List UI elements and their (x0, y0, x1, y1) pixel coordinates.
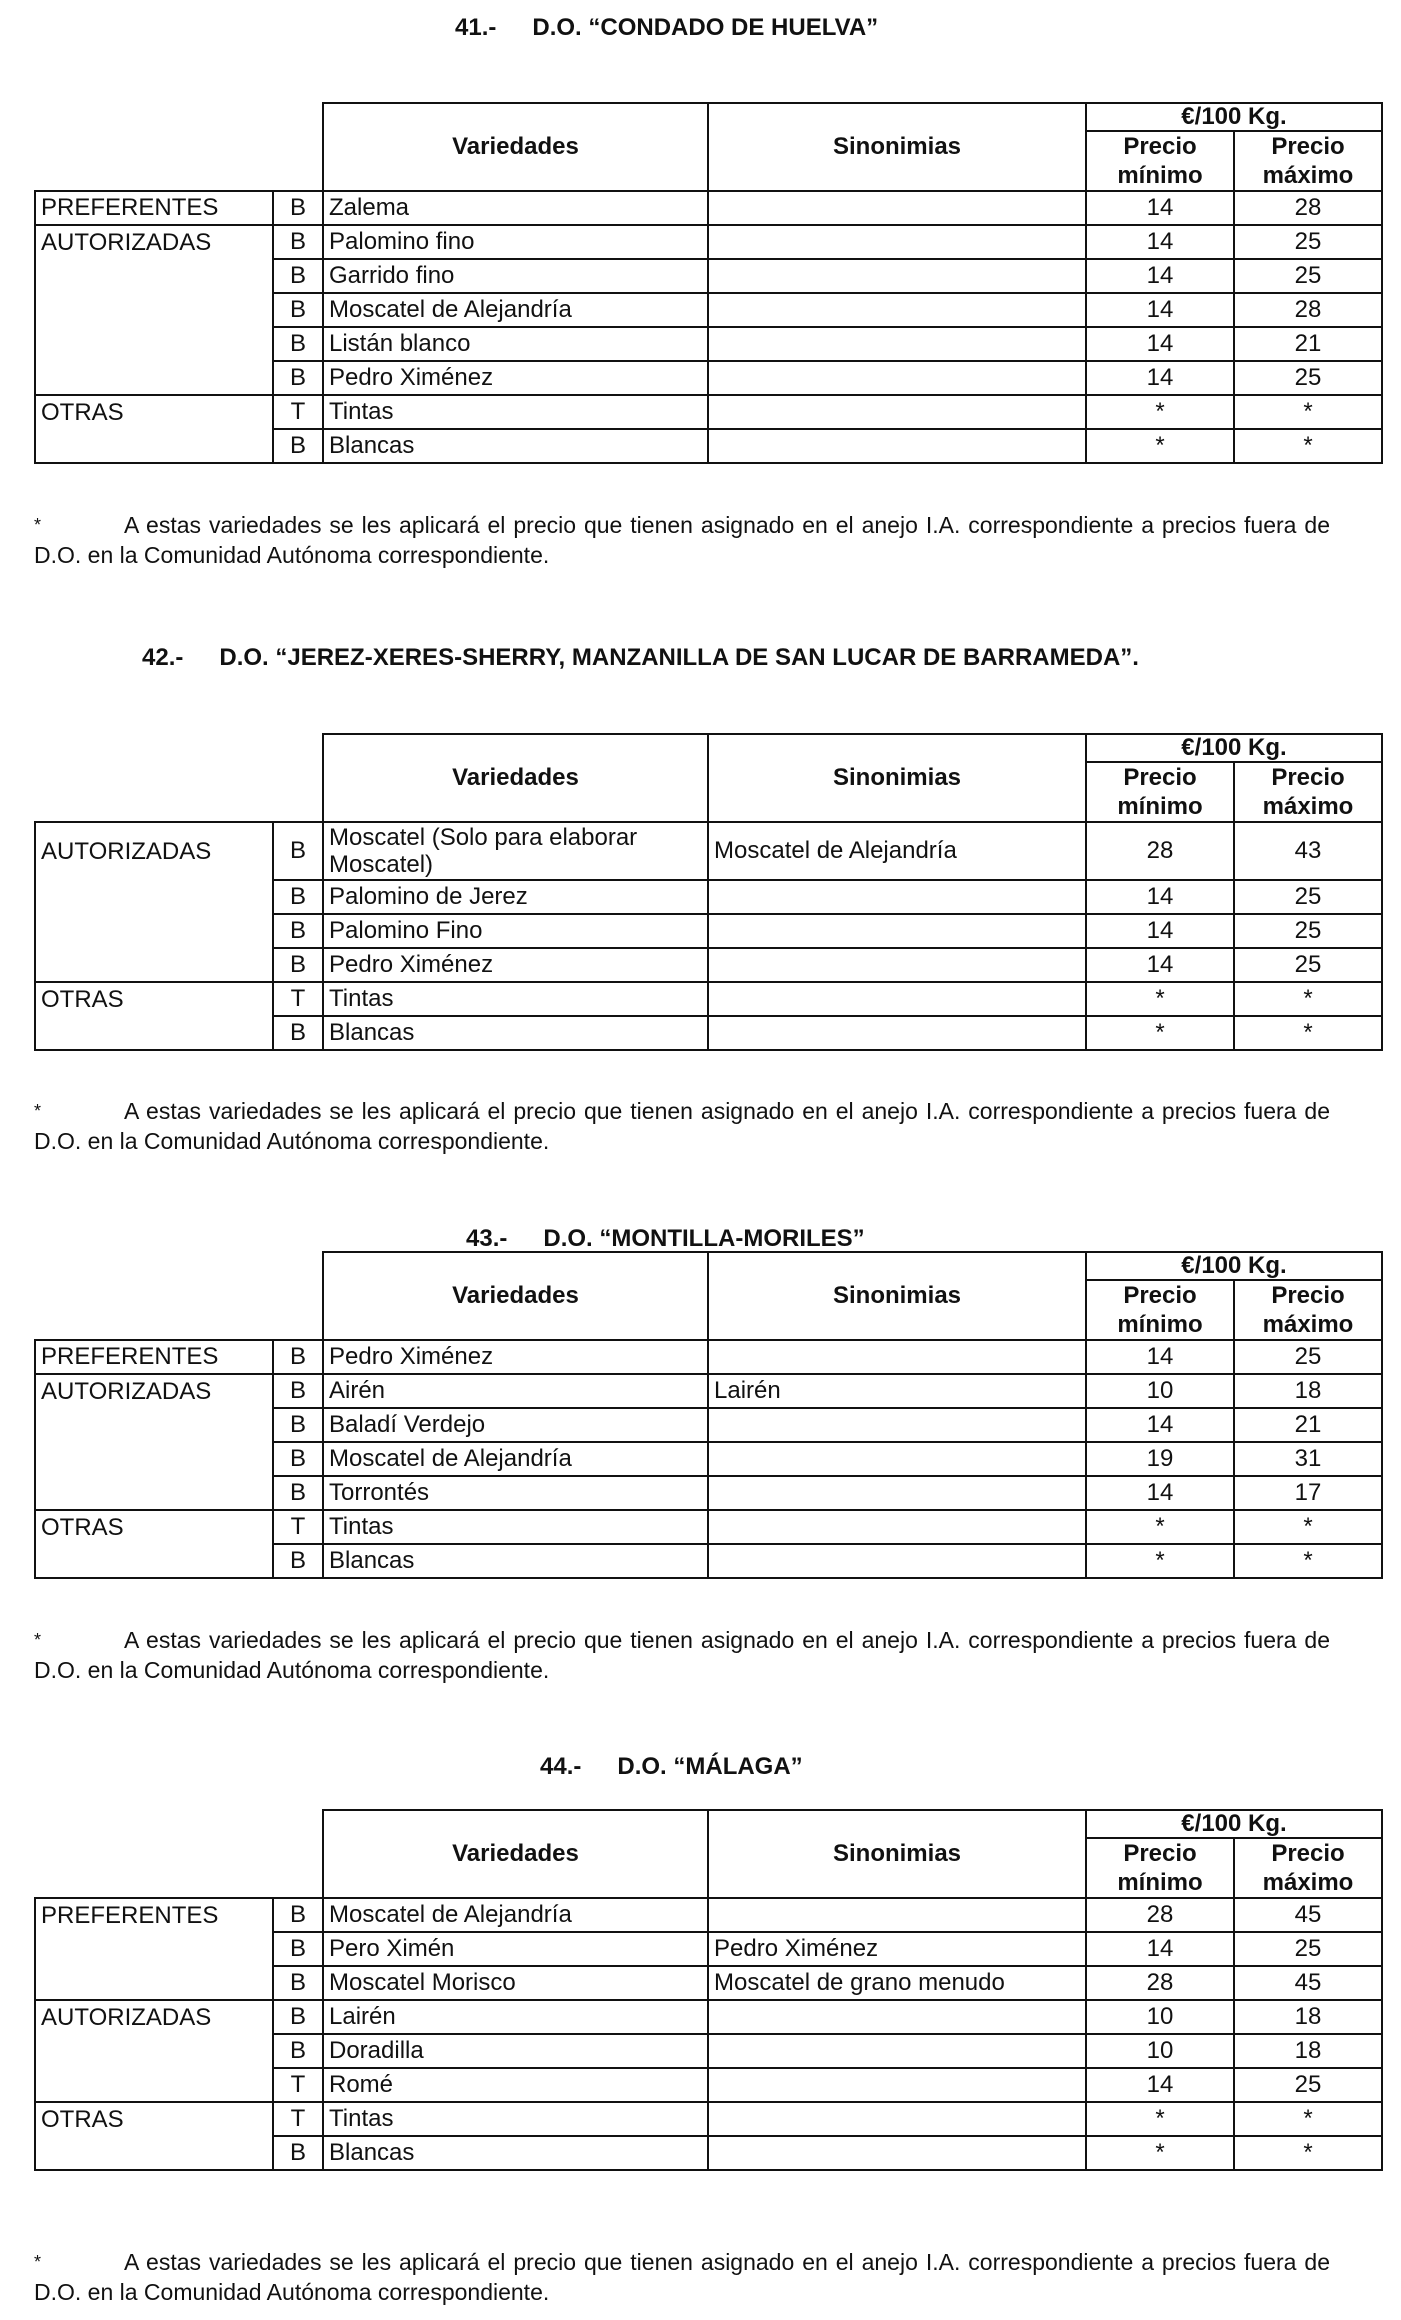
header-blank (35, 734, 323, 822)
synonym (708, 880, 1086, 914)
color-code: B (273, 1016, 323, 1050)
price-max: 25 (1234, 914, 1382, 948)
color-code: B (273, 1442, 323, 1476)
header-precio-maximo: Precio máximo (1234, 762, 1382, 822)
synonym (708, 1544, 1086, 1578)
variety-name: Blancas (323, 2136, 708, 2170)
variety-name: Zalema (323, 191, 708, 225)
header-variedades: Variedades (323, 1810, 708, 1898)
price-min: 14 (1086, 191, 1234, 225)
group-label-continuation (35, 880, 273, 914)
synonym (708, 327, 1086, 361)
table-row (35, 1442, 1382, 1476)
group-label-continuation (35, 2068, 273, 2102)
price-min: 14 (1086, 327, 1234, 361)
header-price-group: €/100 Kg. (1086, 1252, 1382, 1280)
section-title (455, 14, 878, 42)
color-code: B (273, 429, 323, 463)
table-row (35, 1898, 1382, 1932)
synonym: Lairén (708, 1374, 1086, 1408)
price-min: * (1086, 1510, 1234, 1544)
synonym (708, 361, 1086, 395)
price-max: * (1234, 982, 1382, 1016)
table-row (35, 191, 1382, 225)
price-min: 14 (1086, 880, 1234, 914)
table-row (35, 948, 1382, 982)
color-code: B (273, 327, 323, 361)
group-label: OTRAS (35, 1510, 273, 1544)
varieties-table (34, 1809, 1383, 2171)
header-precio-minimo: Precio mínimo (1086, 1838, 1234, 1898)
header-row (35, 1810, 1382, 1838)
table-row (35, 293, 1382, 327)
color-code: B (273, 2000, 323, 2034)
price-min: 14 (1086, 259, 1234, 293)
synonym: Pedro Ximénez (708, 1932, 1086, 1966)
table-row (35, 2034, 1382, 2068)
section-number: 44.- (540, 1753, 582, 1780)
color-code: B (273, 1966, 323, 2000)
section-title (466, 1225, 865, 1253)
group-label-continuation (35, 2136, 273, 2170)
group-label: OTRAS (35, 2102, 273, 2136)
price-min: 14 (1086, 361, 1234, 395)
price-min: 19 (1086, 1442, 1234, 1476)
variety-name: Doradilla (323, 2034, 708, 2068)
section-number: 41.- (455, 14, 497, 41)
synonym (708, 982, 1086, 1016)
color-code: B (273, 361, 323, 395)
table-row (35, 2102, 1382, 2136)
color-code: B (273, 1408, 323, 1442)
group-label-continuation (35, 914, 273, 948)
price-max: * (1234, 395, 1382, 429)
color-code: B (273, 948, 323, 982)
table-row (35, 259, 1382, 293)
header-precio-minimo: Precio mínimo (1086, 131, 1234, 191)
synonym (708, 429, 1086, 463)
section-name: D.O. “CONDADO DE HUELVA” (532, 14, 879, 41)
section-title (142, 644, 1139, 672)
header-precio-maximo: Precio máximo (1234, 131, 1382, 191)
footnote-mark: * (34, 2252, 42, 2272)
color-code: B (273, 191, 323, 225)
group-label-continuation (35, 361, 273, 395)
footnote-mark: * (34, 515, 42, 535)
variety-name: Tintas (323, 2102, 708, 2136)
footnote (34, 2247, 1330, 2307)
synonym (708, 1016, 1086, 1050)
footnote-text: A estas variedades se les aplicará el precio que tienen asignado en el anejo I.A. correspondiente a precios fuera de D.O. en la Comunidad Autónoma correspondiente. (34, 512, 1330, 568)
table-row (35, 2000, 1382, 2034)
synonym (708, 293, 1086, 327)
price-min: 28 (1086, 822, 1234, 880)
price-max: 25 (1234, 225, 1382, 259)
varieties-table (34, 102, 1383, 464)
price-max: 45 (1234, 1966, 1382, 2000)
price-max: 21 (1234, 327, 1382, 361)
price-max: 18 (1234, 2000, 1382, 2034)
variety-name: Tintas (323, 982, 708, 1016)
color-code: B (273, 1374, 323, 1408)
variety-name: Blancas (323, 1016, 708, 1050)
variety-name: Moscatel de Alejandría (323, 1442, 708, 1476)
group-label: AUTORIZADAS (35, 1374, 273, 1408)
header-blank (35, 1252, 323, 1340)
group-label-continuation (35, 1476, 273, 1510)
variety-name: Palomino de Jerez (323, 880, 708, 914)
table-row (35, 880, 1382, 914)
price-min: 14 (1086, 1340, 1234, 1374)
price-min: * (1086, 2136, 1234, 2170)
synonym (708, 1898, 1086, 1932)
variety-name: Torrontés (323, 1476, 708, 1510)
variety-name: Tintas (323, 395, 708, 429)
footnote-text: A estas variedades se les aplicará el precio que tienen asignado en el anejo I.A. correspondiente a precios fuera de D.O. en la Comunidad Autónoma correspondiente. (34, 1098, 1330, 1154)
synonym: Moscatel de Alejandría (708, 822, 1086, 880)
table-row (35, 225, 1382, 259)
price-max: 25 (1234, 1340, 1382, 1374)
color-code: B (273, 2034, 323, 2068)
group-label-continuation (35, 1966, 273, 2000)
table-row (35, 1966, 1382, 2000)
header-row (35, 1252, 1382, 1280)
group-label-continuation (35, 948, 273, 982)
price-min: * (1086, 982, 1234, 1016)
synonym (708, 1340, 1086, 1374)
synonym (708, 225, 1086, 259)
price-min: 28 (1086, 1898, 1234, 1932)
synonym (708, 914, 1086, 948)
header-sinonimias: Sinonimias (708, 734, 1086, 822)
price-min: 10 (1086, 1374, 1234, 1408)
group-label: AUTORIZADAS (35, 225, 273, 259)
group-label-continuation (35, 1932, 273, 1966)
table-row (35, 395, 1382, 429)
varieties-table (34, 1251, 1383, 1579)
section-name: D.O. “MONTILLA-MORILES” (543, 1225, 865, 1252)
variety-name: Moscatel de Alejandría (323, 1898, 708, 1932)
price-max: 18 (1234, 2034, 1382, 2068)
table-row (35, 1374, 1382, 1408)
price-min: 10 (1086, 2000, 1234, 2034)
color-code: B (273, 1340, 323, 1374)
footnote-text: A estas variedades se les aplicará el precio que tienen asignado en el anejo I.A. correspondiente a precios fuera de D.O. en la Comunidad Autónoma correspondiente. (34, 1627, 1330, 1683)
price-min: 14 (1086, 1476, 1234, 1510)
group-label: PREFERENTES (35, 1340, 273, 1374)
price-min: * (1086, 395, 1234, 429)
price-min: 10 (1086, 2034, 1234, 2068)
color-code: B (273, 259, 323, 293)
table-row (35, 1408, 1382, 1442)
synonym (708, 1442, 1086, 1476)
header-row (35, 103, 1382, 131)
table-row (35, 2068, 1382, 2102)
variety-name: Pero Ximén (323, 1932, 708, 1966)
synonym (708, 191, 1086, 225)
color-code: B (273, 1476, 323, 1510)
synonym (708, 2102, 1086, 2136)
variety-name: Moscatel Morisco (323, 1966, 708, 2000)
group-label: AUTORIZADAS (35, 822, 273, 880)
footnote-mark: * (34, 1101, 42, 1121)
price-min: * (1086, 1016, 1234, 1050)
color-code: B (273, 225, 323, 259)
color-code: B (273, 1544, 323, 1578)
synonym: Moscatel de grano menudo (708, 1966, 1086, 2000)
header-row (35, 734, 1382, 762)
table-row (35, 1340, 1382, 1374)
table-row (35, 1476, 1382, 1510)
table-row (35, 327, 1382, 361)
group-label: AUTORIZADAS (35, 2000, 273, 2034)
footnote-text: A estas variedades se les aplicará el precio que tienen asignado en el anejo I.A. correspondiente a precios fuera de D.O. en la Comunidad Autónoma correspondiente. (34, 2249, 1330, 2305)
group-label-continuation (35, 1016, 273, 1050)
group-label: OTRAS (35, 982, 273, 1016)
price-max: * (1234, 1016, 1382, 1050)
variety-name: Romé (323, 2068, 708, 2102)
price-max: 25 (1234, 259, 1382, 293)
group-label-continuation (35, 1408, 273, 1442)
price-max: 28 (1234, 293, 1382, 327)
synonym (708, 2034, 1086, 2068)
price-max: * (1234, 1544, 1382, 1578)
synonym (708, 2136, 1086, 2170)
synonym (708, 1408, 1086, 1442)
header-blank (35, 103, 323, 191)
header-price-group: €/100 Kg. (1086, 734, 1382, 762)
footnote (34, 1625, 1330, 1685)
variety-name: Listán blanco (323, 327, 708, 361)
section-number: 42.- (142, 644, 184, 671)
color-code: B (273, 1932, 323, 1966)
variety-name: Airén (323, 1374, 708, 1408)
header-blank (35, 1810, 323, 1898)
price-max: 31 (1234, 1442, 1382, 1476)
color-code: B (273, 914, 323, 948)
header-sinonimias: Sinonimias (708, 1810, 1086, 1898)
price-min: 28 (1086, 1966, 1234, 2000)
price-max: 17 (1234, 1476, 1382, 1510)
group-label-continuation (35, 1544, 273, 1578)
table-row (35, 914, 1382, 948)
group-label-continuation (35, 293, 273, 327)
variety-name: Lairén (323, 2000, 708, 2034)
variety-name: Palomino fino (323, 225, 708, 259)
price-max: 28 (1234, 191, 1382, 225)
group-label: PREFERENTES (35, 191, 273, 225)
table-row (35, 1510, 1382, 1544)
price-min: 14 (1086, 1932, 1234, 1966)
color-code: T (273, 2068, 323, 2102)
footnote (34, 1096, 1330, 1156)
price-max: 43 (1234, 822, 1382, 880)
section-name: D.O. “MÁLAGA” (617, 1753, 803, 1780)
section-name: D.O. “JEREZ-XERES-SHERRY, MANZANILLA DE SAN LUCAR DE BARRAMEDA”. (219, 644, 1139, 671)
synonym (708, 948, 1086, 982)
variety-name: Tintas (323, 1510, 708, 1544)
group-label: OTRAS (35, 395, 273, 429)
header-price-group: €/100 Kg. (1086, 103, 1382, 131)
table-row (35, 1932, 1382, 1966)
price-max: 18 (1234, 1374, 1382, 1408)
header-sinonimias: Sinonimias (708, 103, 1086, 191)
header-variedades: Variedades (323, 103, 708, 191)
table-row (35, 1016, 1382, 1050)
variety-name: Moscatel de Alejandría (323, 293, 708, 327)
color-code: T (273, 2102, 323, 2136)
color-code: B (273, 2136, 323, 2170)
price-min: 14 (1086, 2068, 1234, 2102)
price-max: * (1234, 2136, 1382, 2170)
variety-name: Blancas (323, 429, 708, 463)
variety-name: Pedro Ximénez (323, 361, 708, 395)
table-row (35, 2136, 1382, 2170)
header-precio-minimo: Precio mínimo (1086, 1280, 1234, 1340)
price-min: * (1086, 2102, 1234, 2136)
price-max: * (1234, 2102, 1382, 2136)
price-min: 14 (1086, 948, 1234, 982)
section-number: 43.- (466, 1225, 508, 1252)
group-label: PREFERENTES (35, 1898, 273, 1932)
footnote-mark: * (34, 1630, 42, 1650)
price-max: 45 (1234, 1898, 1382, 1932)
varieties-table (34, 733, 1383, 1051)
table-row (35, 361, 1382, 395)
synonym (708, 2000, 1086, 2034)
color-code: B (273, 822, 323, 880)
variety-name: Blancas (323, 1544, 708, 1578)
price-min: 14 (1086, 293, 1234, 327)
price-max: 21 (1234, 1408, 1382, 1442)
price-max: 25 (1234, 361, 1382, 395)
price-max: * (1234, 429, 1382, 463)
variety-name: Moscatel (Solo para elaborar Moscatel) (323, 822, 708, 880)
table-row (35, 1544, 1382, 1578)
color-code: T (273, 1510, 323, 1544)
header-precio-maximo: Precio máximo (1234, 1838, 1382, 1898)
price-max: * (1234, 1510, 1382, 1544)
price-max: 25 (1234, 948, 1382, 982)
synonym (708, 395, 1086, 429)
section-title (540, 1753, 803, 1781)
synonym (708, 2068, 1086, 2102)
group-label-continuation (35, 259, 273, 293)
footnote (34, 510, 1330, 570)
variety-name: Pedro Ximénez (323, 1340, 708, 1374)
color-code: B (273, 293, 323, 327)
header-sinonimias: Sinonimias (708, 1252, 1086, 1340)
table-row (35, 822, 1382, 880)
variety-name: Baladí Verdejo (323, 1408, 708, 1442)
table-row (35, 982, 1382, 1016)
synonym (708, 259, 1086, 293)
price-min: * (1086, 1544, 1234, 1578)
variety-name: Palomino Fino (323, 914, 708, 948)
header-variedades: Variedades (323, 1252, 708, 1340)
header-variedades: Variedades (323, 734, 708, 822)
price-min: 14 (1086, 225, 1234, 259)
synonym (708, 1510, 1086, 1544)
price-min: * (1086, 429, 1234, 463)
synonym (708, 1476, 1086, 1510)
header-precio-maximo: Precio máximo (1234, 1280, 1382, 1340)
header-precio-minimo: Precio mínimo (1086, 762, 1234, 822)
price-max: 25 (1234, 2068, 1382, 2102)
color-code: B (273, 1898, 323, 1932)
color-code: T (273, 982, 323, 1016)
variety-name: Garrido fino (323, 259, 708, 293)
group-label-continuation (35, 327, 273, 361)
group-label-continuation (35, 2034, 273, 2068)
group-label-continuation (35, 429, 273, 463)
price-min: 14 (1086, 914, 1234, 948)
price-min: 14 (1086, 1408, 1234, 1442)
price-max: 25 (1234, 1932, 1382, 1966)
color-code: T (273, 395, 323, 429)
header-price-group: €/100 Kg. (1086, 1810, 1382, 1838)
price-max: 25 (1234, 880, 1382, 914)
variety-name: Pedro Ximénez (323, 948, 708, 982)
table-row (35, 429, 1382, 463)
color-code: B (273, 880, 323, 914)
group-label-continuation (35, 1442, 273, 1476)
